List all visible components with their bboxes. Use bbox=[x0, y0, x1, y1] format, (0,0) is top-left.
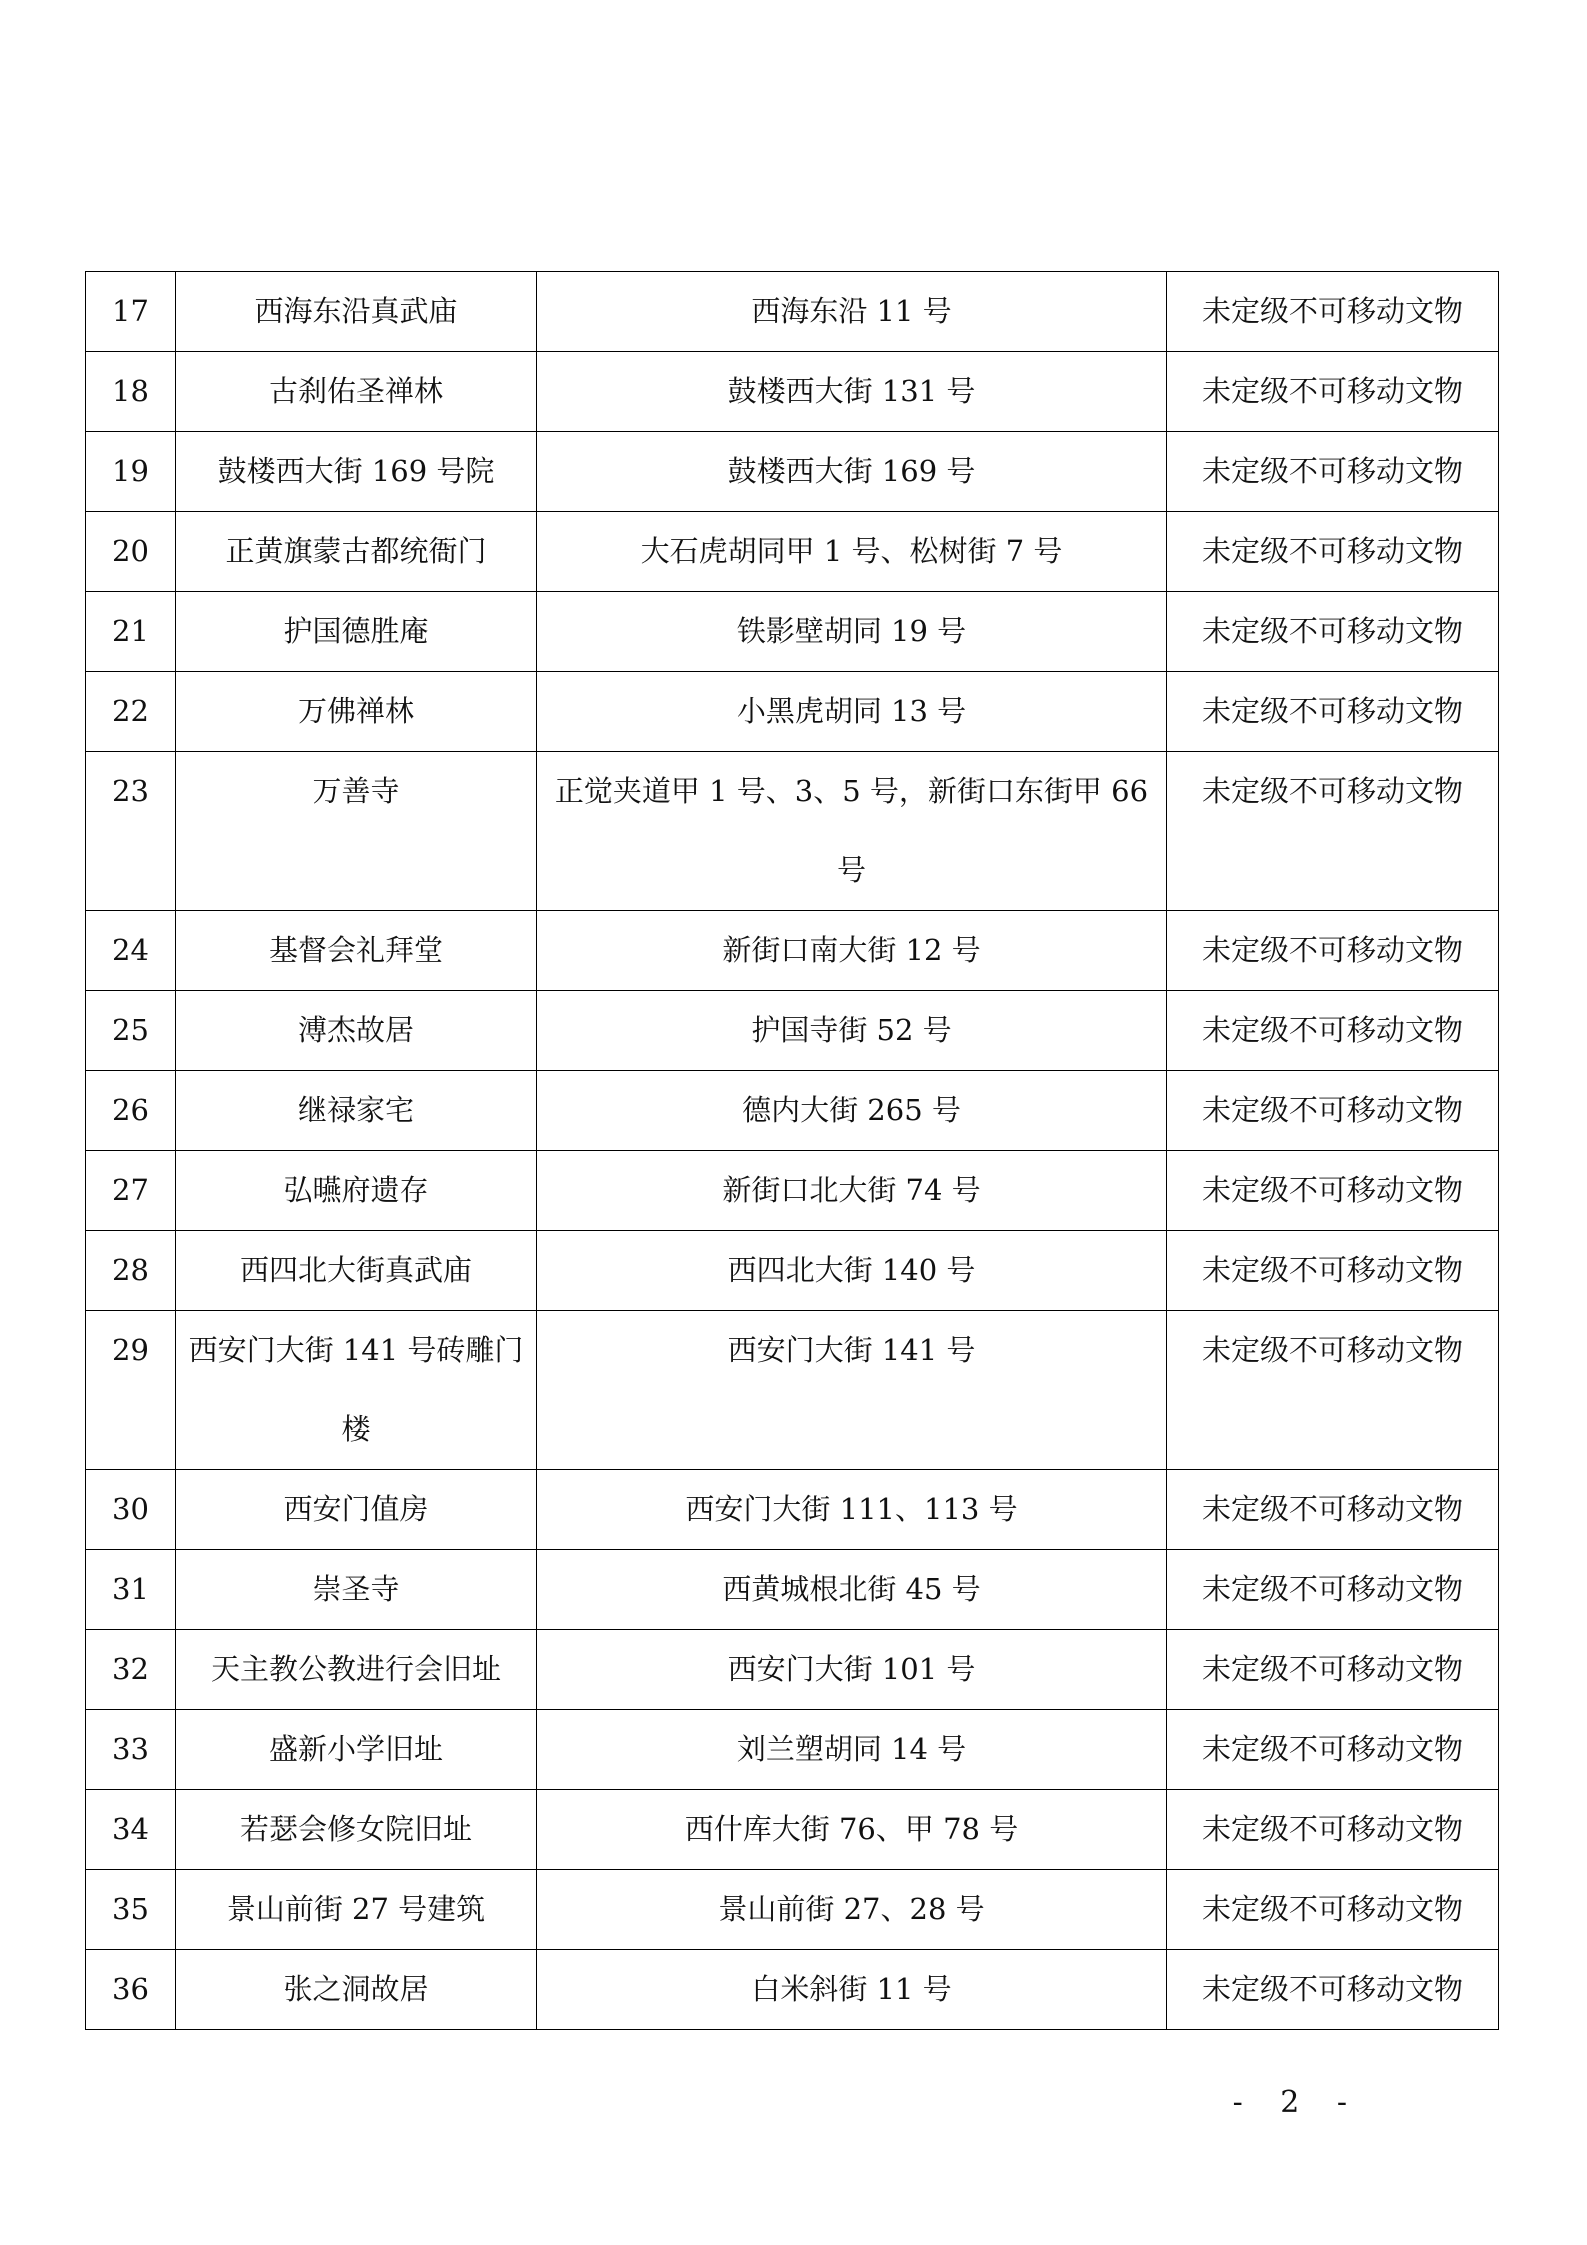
address-cell: 新街口北大街 74 号 bbox=[537, 1151, 1167, 1231]
relic-name-cell: 天主教公教进行会旧址 bbox=[176, 1630, 537, 1710]
relic-name-cell: 鼓楼西大街 169 号院 bbox=[176, 432, 537, 512]
table-row bbox=[86, 911, 1499, 991]
relic-name-cell: 盛新小学旧址 bbox=[176, 1710, 537, 1790]
row-number-cell: 25 bbox=[86, 991, 176, 1071]
table-row bbox=[86, 1151, 1499, 1231]
protection-level-cell: 未定级不可移动文物 bbox=[1167, 752, 1499, 911]
row-number-cell: 31 bbox=[86, 1550, 176, 1630]
protection-level-cell: 未定级不可移动文物 bbox=[1167, 1550, 1499, 1630]
row-number-cell: 34 bbox=[86, 1790, 176, 1870]
relic-name-cell: 崇圣寺 bbox=[176, 1550, 537, 1630]
protection-level-cell: 未定级不可移动文物 bbox=[1167, 432, 1499, 512]
protection-level-cell: 未定级不可移动文物 bbox=[1167, 672, 1499, 752]
relic-name-cell: 弘曣府遗存 bbox=[176, 1151, 537, 1231]
table-row bbox=[86, 1870, 1499, 1950]
relic-name-cell: 溥杰故居 bbox=[176, 991, 537, 1071]
relic-name-cell: 护国德胜庵 bbox=[176, 592, 537, 672]
row-number-cell: 21 bbox=[86, 592, 176, 672]
protection-level-cell: 未定级不可移动文物 bbox=[1167, 1950, 1499, 2030]
protection-level-cell: 未定级不可移动文物 bbox=[1167, 911, 1499, 991]
row-number-cell: 27 bbox=[86, 1151, 176, 1231]
table-row bbox=[86, 1071, 1499, 1151]
row-number-cell: 26 bbox=[86, 1071, 176, 1151]
address-cell: 景山前街 27、28 号 bbox=[537, 1870, 1167, 1950]
protection-level-cell: 未定级不可移动文物 bbox=[1167, 592, 1499, 672]
table-row bbox=[86, 991, 1499, 1071]
address-cell: 西四北大街 140 号 bbox=[537, 1231, 1167, 1311]
address-cell: 大石虎胡同甲 1 号、松树街 7 号 bbox=[537, 512, 1167, 592]
table-row bbox=[86, 1470, 1499, 1550]
protection-level-cell: 未定级不可移动文物 bbox=[1167, 272, 1499, 352]
relic-name-cell: 景山前街 27 号建筑 bbox=[176, 1870, 537, 1950]
address-cell: 白米斜街 11 号 bbox=[537, 1950, 1167, 2030]
address-cell: 德内大街 265 号 bbox=[537, 1071, 1167, 1151]
relic-name-cell: 万善寺 bbox=[176, 752, 537, 911]
relic-name-cell: 若瑟会修女院旧址 bbox=[176, 1790, 537, 1870]
relic-name-cell: 西海东沿真武庙 bbox=[176, 272, 537, 352]
address-cell: 正觉夹道甲 1 号、3、5 号，新街口东街甲 66 号 bbox=[537, 752, 1167, 911]
table-row bbox=[86, 592, 1499, 672]
table-row bbox=[86, 1550, 1499, 1630]
protection-level-cell: 未定级不可移动文物 bbox=[1167, 1071, 1499, 1151]
table-row bbox=[86, 432, 1499, 512]
page-number: - 2 - bbox=[1232, 2085, 1361, 2120]
address-cell: 铁影壁胡同 19 号 bbox=[537, 592, 1167, 672]
protection-level-cell: 未定级不可移动文物 bbox=[1167, 1311, 1499, 1470]
address-cell: 小黑虎胡同 13 号 bbox=[537, 672, 1167, 752]
row-number-cell: 20 bbox=[86, 512, 176, 592]
protection-level-cell: 未定级不可移动文物 bbox=[1167, 1790, 1499, 1870]
relic-name-cell: 西安门值房 bbox=[176, 1470, 537, 1550]
relic-name-cell: 万佛禅林 bbox=[176, 672, 537, 752]
address-cell: 西安门大街 101 号 bbox=[537, 1630, 1167, 1710]
relic-name-cell: 古刹佑圣禅林 bbox=[176, 352, 537, 432]
address-cell: 护国寺街 52 号 bbox=[537, 991, 1167, 1071]
table-row bbox=[86, 352, 1499, 432]
table-row bbox=[86, 1790, 1499, 1870]
table-row bbox=[86, 752, 1499, 911]
protection-level-cell: 未定级不可移动文物 bbox=[1167, 512, 1499, 592]
table-row bbox=[86, 672, 1499, 752]
address-cell: 西海东沿 11 号 bbox=[537, 272, 1167, 352]
table-row bbox=[86, 1630, 1499, 1710]
address-cell: 西安门大街 141 号 bbox=[537, 1311, 1167, 1470]
row-number-cell: 18 bbox=[86, 352, 176, 432]
table-row bbox=[86, 1311, 1499, 1470]
address-cell: 鼓楼西大街 169 号 bbox=[537, 432, 1167, 512]
table-row bbox=[86, 272, 1499, 352]
row-number-cell: 35 bbox=[86, 1870, 176, 1950]
relic-name-cell: 正黄旗蒙古都统衙门 bbox=[176, 512, 537, 592]
address-cell: 西什库大街 76、甲 78 号 bbox=[537, 1790, 1167, 1870]
row-number-cell: 33 bbox=[86, 1710, 176, 1790]
address-cell: 鼓楼西大街 131 号 bbox=[537, 352, 1167, 432]
relic-name-cell: 西四北大街真武庙 bbox=[176, 1231, 537, 1311]
row-number-cell: 29 bbox=[86, 1311, 176, 1470]
row-number-cell: 32 bbox=[86, 1630, 176, 1710]
relics-table bbox=[85, 271, 1499, 2030]
protection-level-cell: 未定级不可移动文物 bbox=[1167, 1231, 1499, 1311]
relic-name-cell: 继禄家宅 bbox=[176, 1071, 537, 1151]
table-row bbox=[86, 1231, 1499, 1311]
row-number-cell: 24 bbox=[86, 911, 176, 991]
protection-level-cell: 未定级不可移动文物 bbox=[1167, 1151, 1499, 1231]
protection-level-cell: 未定级不可移动文物 bbox=[1167, 1710, 1499, 1790]
address-cell: 新街口南大街 12 号 bbox=[537, 911, 1167, 991]
row-number-cell: 30 bbox=[86, 1470, 176, 1550]
relic-name-cell: 基督会礼拜堂 bbox=[176, 911, 537, 991]
address-cell: 西黄城根北街 45 号 bbox=[537, 1550, 1167, 1630]
row-number-cell: 28 bbox=[86, 1231, 176, 1311]
row-number-cell: 19 bbox=[86, 432, 176, 512]
address-cell: 刘兰塑胡同 14 号 bbox=[537, 1710, 1167, 1790]
protection-level-cell: 未定级不可移动文物 bbox=[1167, 1870, 1499, 1950]
relic-name-cell: 张之洞故居 bbox=[176, 1950, 537, 2030]
protection-level-cell: 未定级不可移动文物 bbox=[1167, 991, 1499, 1071]
protection-level-cell: 未定级不可移动文物 bbox=[1167, 1630, 1499, 1710]
address-cell: 西安门大街 111、113 号 bbox=[537, 1470, 1167, 1550]
table-row bbox=[86, 1950, 1499, 2030]
table-row bbox=[86, 512, 1499, 592]
row-number-cell: 17 bbox=[86, 272, 176, 352]
row-number-cell: 23 bbox=[86, 752, 176, 911]
protection-level-cell: 未定级不可移动文物 bbox=[1167, 352, 1499, 432]
relics-table-body bbox=[86, 272, 1499, 2030]
row-number-cell: 22 bbox=[86, 672, 176, 752]
protection-level-cell: 未定级不可移动文物 bbox=[1167, 1470, 1499, 1550]
row-number-cell: 36 bbox=[86, 1950, 176, 2030]
relic-name-cell: 西安门大街 141 号砖雕门楼 bbox=[176, 1311, 537, 1470]
table-row bbox=[86, 1710, 1499, 1790]
